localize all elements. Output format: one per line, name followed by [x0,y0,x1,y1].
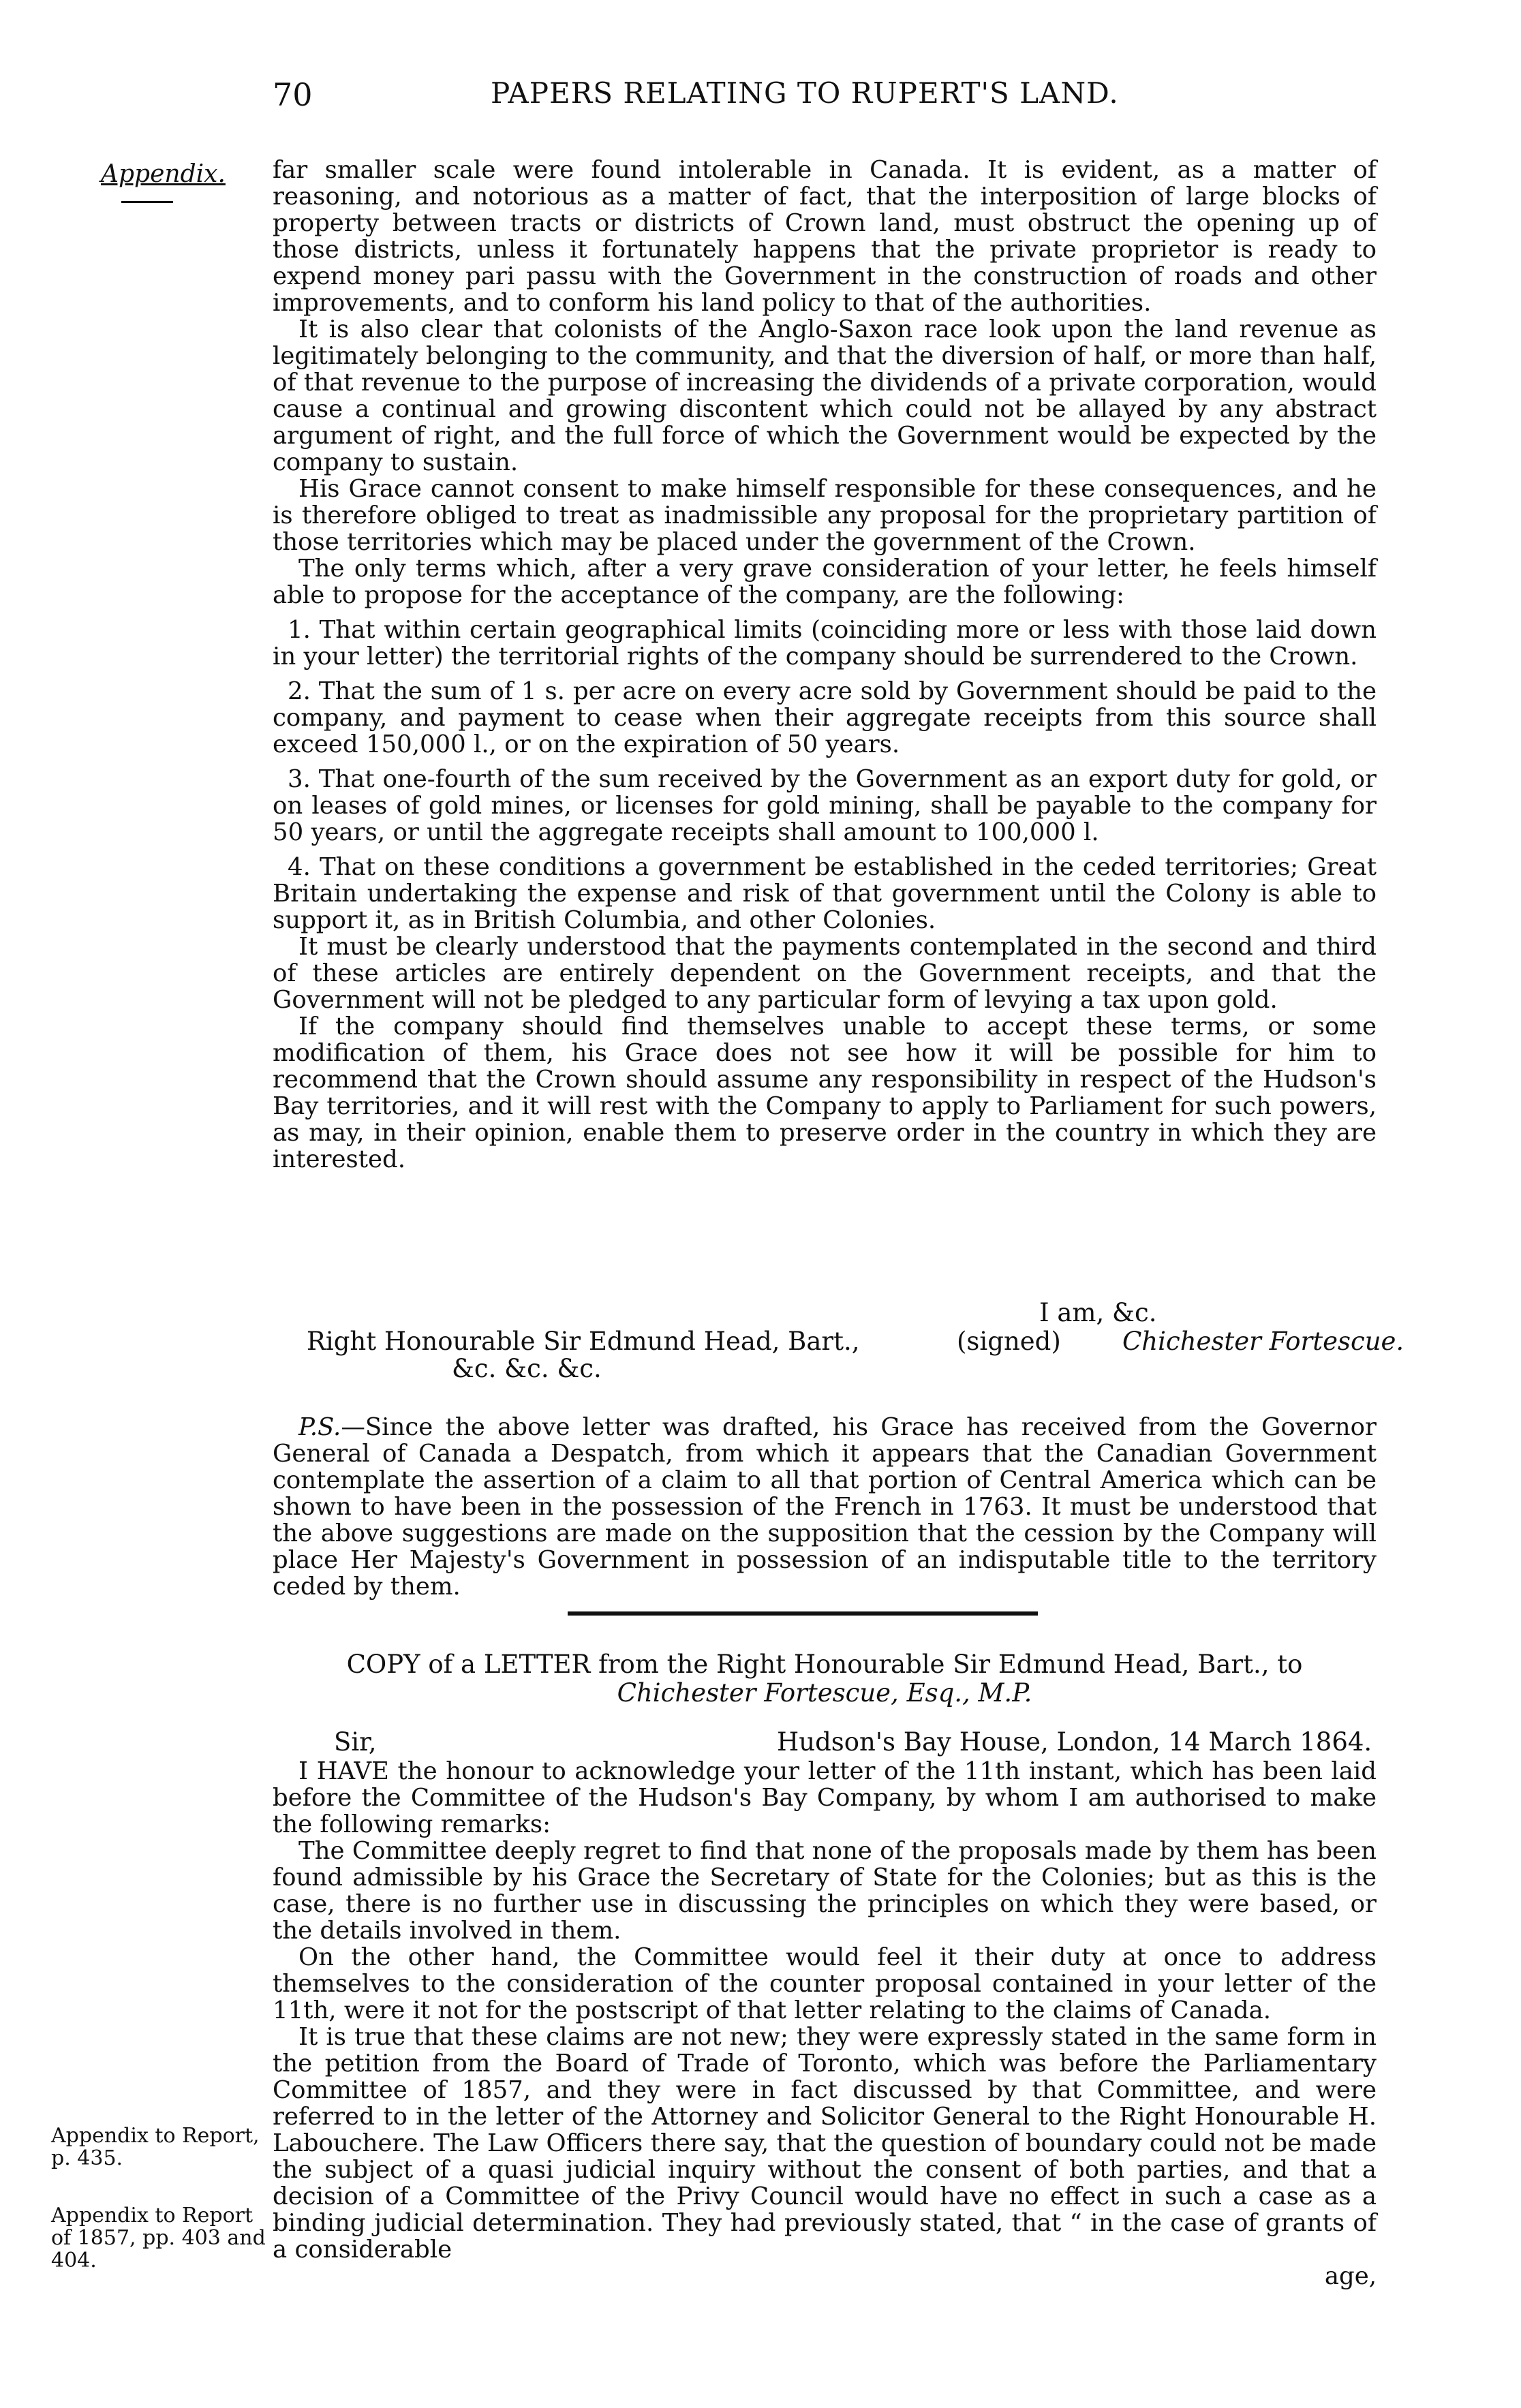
paragraph: The only terms which, after a very grave consideration of your letter, he feels himself able to propose for the acceptance of the company, are the following: [273,555,1377,609]
salutation: Sir, [334,1727,377,1757]
section-rule [568,1611,1038,1616]
paragraph: On the other hand, the Committee would feel it their duty at once to address themselves to the consideration of the counter proposal contained in your letter of the 11th, were it not for the postscript of that letter relating to the claims of Canada. [273,1943,1377,2024]
letter-one-body [273,157,1377,1173]
running-title: PAPERS RELATING TO RUPERT'S LAND. [491,76,1119,110]
margin-note: Appendix to Report of 1857, pp. 403 and 404. [51,2204,266,2272]
catchword: age, [1324,2262,1377,2290]
letter-title: COPY of a LETTER from the Right Honourable Sir Edmund Head, Bart., to [346,1650,1303,1679]
article-4: 4. That on these conditions a government be established in the ceded territories; Great Britain undertaking the expense and risk of that government until the Colony is able to support it, as in British Columbia, and other Colonies. [273,853,1377,934]
article-3: 3. That one-fourth of the sum received by the Government as an export duty for gold, or on leases of gold mines, or licenses for gold mining, shall be payable to the company for 50 years, or until the aggregate receipts shall amount to 100,000 l. [273,765,1377,846]
addressee: Right Honourable Sir Edmund Head, Bart., [307,1327,860,1356]
article-1: 1. That within certain geographical limits (coinciding more or less with those laid down in your letter) the territorial rights of the company should be surrendered to the Crown. [273,616,1377,670]
postscript [273,1414,1377,1600]
paragraph: far smaller scale were found intolerable in Canada. It is evident, as a matter of reasoning, and notorious as a matter of fact, that the interposition of large blocks of property between tracts or districts of Crown land, must obstruct the opening up of those districts, unless it fortunately happens that the private proprietor is ready to expend money pari passu with the Government in the construction of roads and other improvements, and to conform his land policy to that of the authorities. [273,156,1377,317]
paragraph: The Committee deeply regret to find that none of the proposals made by them has been found admissible by his Grace the Secretary of State for the Colonies; but as this is the case, there is no further use in discussing the principles on which they were based, or the details involved in them. [273,1837,1377,1945]
signatory: Chichester Fortescue. [1122,1327,1404,1356]
paragraph: If the company should find themselves unable to accept these terms, or some modification of them, his Grace does not see how it will be possible for him to recommend that the Crown should assume any responsibility in respect of the Hudson's Bay territories, and it will rest with the Company to apply to Parliament for such powers, as may, in their opinion, enable them to preserve order in the country in which they are interested. [273,1013,1377,1173]
paragraph: It is true that these claims are not new; they were expressly stated in the same form in the petition from the Board of Trade of Toronto, which was before the Parliamentary Committee of 1857, and they were in fact discussed by that Committee, and were referred to in the letter of the Attorney and Solicitor General to the Right Honourable H. Labouchere. The Law Officers there say, that the question of boundary could not be made the subject of a quasi judicial inquiry without the consent of both parties, and that a decision of a Committee of the Privy Council would have no effect in such a case as a binding judicial determination. They had previously stated, that “ in the case of grants of a considerable [273,2023,1377,2264]
ps-label: P.S. [298,1413,341,1441]
margin-note: Appendix to Report, p. 435. [51,2124,260,2170]
letter-title-line2: Chichester Fortescue, Esq., M.P. [617,1678,1032,1708]
place-date: Hudson's Bay House, London, 14 March 1864. [777,1727,1372,1757]
appendix-rule [121,201,173,203]
addressee-etc: &c. &c. &c. [452,1354,602,1383]
page-number: 70 [273,76,313,113]
paragraph: His Grace cannot consent to make himself responsible for these consequences, and he is therefore obliged to treat as inadmissible any proposal for the proprietary partition of those territories which may be placed under the government of the Crown. [273,475,1377,556]
letter-two-body [273,1758,1377,2289]
paragraph: It must be clearly understood that the payments contemplated in the second and third of these articles are entirely dependent on the Government receipts, and that the Government will not be pledged to any particular form of levying a tax upon gold. [273,933,1377,1014]
ps-text: —Since the above letter was drafted, his Grace has received from the Governor General of Canada a Despatch, from which it appears that the Canadian Government contemplate the assertion of a claim to all that portion of Central America which can be shown to have been in the possession of the French in 1763. It must be understood that the above suggestions are made on the supposition that the cession by the Company will place Her Majesty's Government in possession of an indisputable title to the territory ceded by them. [273,1413,1377,1601]
sign-off: I am, &c. [1039,1298,1157,1327]
appendix-label: Appendix. [101,160,226,188]
signed-label: (signed) [957,1327,1061,1356]
article-2: 2. That the sum of 1 s. per acre on every acre sold by Government should be paid to the company, and payment to cease when their aggregate receipts from this source shall exceed 150,000 l., or on the expiration of 50 years. [273,677,1377,758]
paragraph: I HAVE the honour to acknowledge your letter of the 11th instant, which has been laid before the Committee of the Hudson's Bay Company, by whom I am authorised to make the following remarks: [273,1757,1377,1838]
page-header [273,76,1377,117]
paragraph: It is also clear that colonists of the Anglo-Saxon race look upon the land revenue as legitimately belonging to the community, and that the diversion of half, or more than half, of that revenue to the purpose of increasing the dividends of a private corporation, would cause a continual and growing discontent which could not be allayed by any abstract argument of right, and the full force of which the Government would be expected by the company to sustain. [273,315,1377,476]
